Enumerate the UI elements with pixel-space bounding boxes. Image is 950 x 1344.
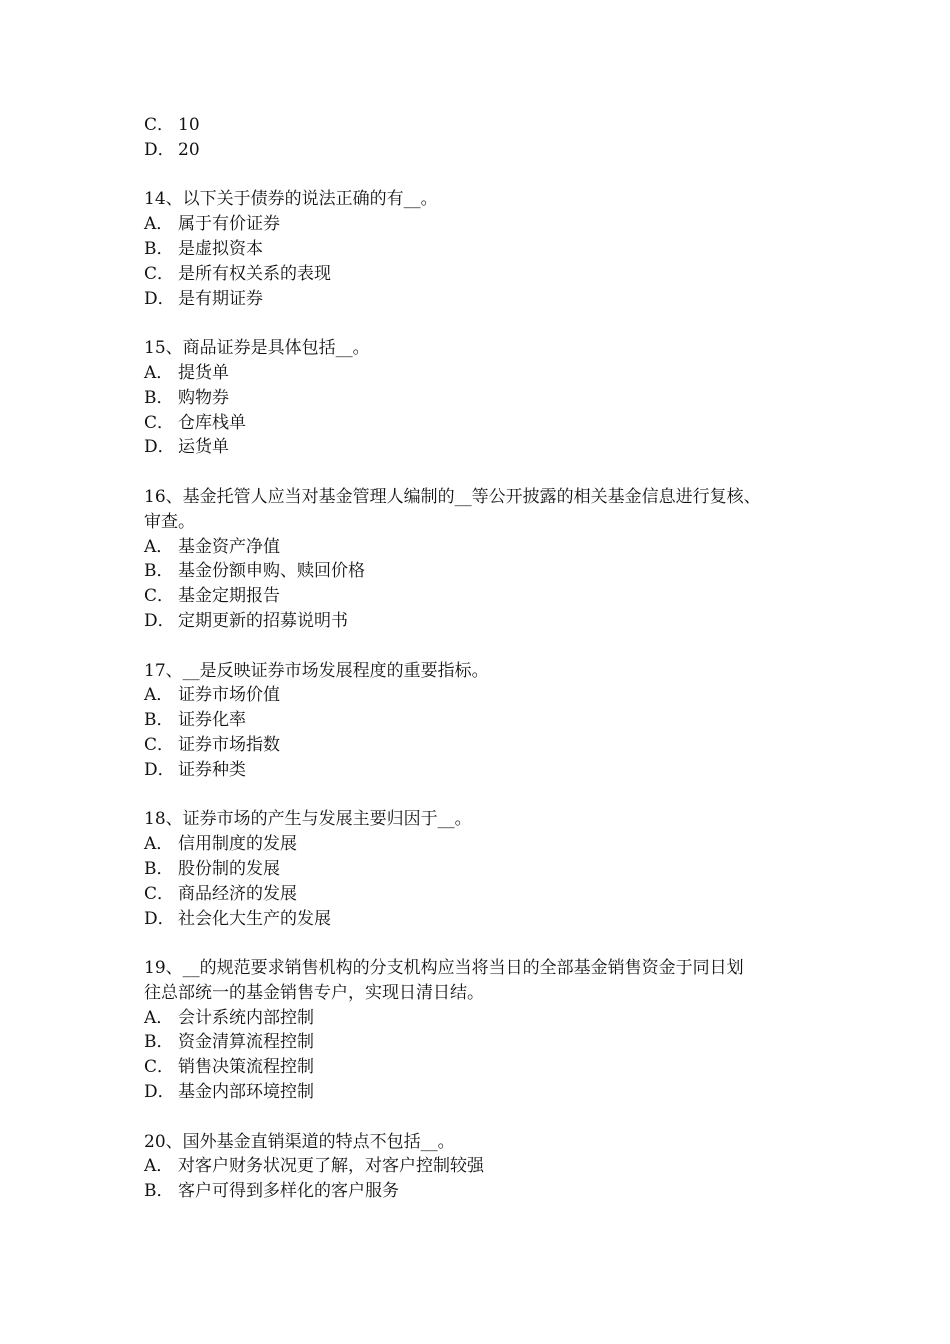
question-stem xyxy=(144,336,834,361)
option-line xyxy=(144,435,834,460)
option-letter: B． xyxy=(144,710,174,731)
option-line xyxy=(144,1055,834,1080)
question-stem-line: 审查。 xyxy=(144,511,195,532)
option-text: 是有期证券 xyxy=(178,288,263,309)
option-line xyxy=(144,361,834,386)
option-letter: D． xyxy=(144,288,175,309)
option-line xyxy=(144,584,834,609)
option-text: 提货单 xyxy=(178,362,229,383)
option-letter: C． xyxy=(144,412,175,433)
option-text: 仓库栈单 xyxy=(178,412,246,433)
option-letter: B． xyxy=(144,1032,174,1053)
option-line xyxy=(144,758,834,783)
question-stem-line: 15、商品证券是具体包括__。 xyxy=(144,338,370,359)
option-text: 信用制度的发展 xyxy=(178,834,297,855)
option-text: 对客户财务状况更了解，对客户控制较强 xyxy=(178,1156,484,1177)
question-stem-line: 18、证券市场的产生与发展主要归因于__。 xyxy=(144,809,472,830)
option-text: 属于有价证券 xyxy=(178,214,280,235)
question-stem xyxy=(144,659,834,684)
option-text: 基金资产净值 xyxy=(178,536,280,557)
option-text: 商品经济的发展 xyxy=(178,883,297,904)
question-list xyxy=(144,187,834,1204)
option-line xyxy=(144,287,834,312)
option-line xyxy=(144,609,834,634)
question-block xyxy=(144,187,834,311)
option-letter: B． xyxy=(144,1181,174,1202)
option-line xyxy=(144,559,834,584)
question-stem-line: 14、以下关于债券的说法正确的有__。 xyxy=(144,189,438,210)
question-block xyxy=(144,659,834,783)
option-letter: C． xyxy=(144,263,175,284)
option-text: 20 xyxy=(178,139,200,160)
option-text: 运货单 xyxy=(178,437,229,458)
option-text: 定期更新的招募说明书 xyxy=(178,610,348,631)
option-line xyxy=(144,733,834,758)
exam-content xyxy=(144,113,834,1204)
option-line xyxy=(144,832,834,857)
lead-options xyxy=(144,113,834,163)
option-line xyxy=(144,262,834,287)
option-letter: B． xyxy=(144,238,174,259)
option-line xyxy=(144,386,834,411)
question-stem xyxy=(144,807,834,832)
option-line xyxy=(144,907,834,932)
option-line xyxy=(144,1154,834,1179)
question-stem-line: 17、__是反映证券市场发展程度的重要指标。 xyxy=(144,660,489,681)
option-line xyxy=(144,683,834,708)
question-stem xyxy=(144,187,834,212)
question-block xyxy=(144,1130,834,1204)
option-letter: D． xyxy=(144,1082,175,1103)
option-letter: C． xyxy=(144,1057,175,1078)
option-letter: D． xyxy=(144,437,175,458)
option-line xyxy=(144,708,834,733)
option-line xyxy=(144,1006,834,1031)
option-letter: C． xyxy=(144,586,175,607)
option-text: 证券种类 xyxy=(178,759,246,780)
option-letter: A． xyxy=(144,834,174,855)
option-text: 基金内部环境控制 xyxy=(178,1082,314,1103)
question-stem-line: 19、__的规范要求销售机构的分支机构应当将当日的全部基金销售资金于同日划 xyxy=(144,958,744,979)
option-text: 社会化大生产的发展 xyxy=(178,908,331,929)
question-stem xyxy=(144,485,834,535)
option-letter: A． xyxy=(144,685,174,706)
question-stem-line: 16、基金托管人应当对基金管理人编制的__等公开披露的相关基金信息进行复核、 xyxy=(144,486,761,507)
option-line xyxy=(144,212,834,237)
option-letter: B． xyxy=(144,387,174,408)
question-stem-line: 往总部统一的基金销售专户，实现日清日结。 xyxy=(144,982,484,1003)
option-letter: D． xyxy=(144,759,175,780)
option-letter: C． xyxy=(144,734,175,755)
option-line xyxy=(144,857,834,882)
option-letter: D． xyxy=(144,908,175,929)
question-block xyxy=(144,807,834,931)
question-stem xyxy=(144,1130,834,1155)
question-block xyxy=(144,485,834,634)
option-text: 基金份额申购、赎回价格 xyxy=(178,561,365,582)
option-letter: C． xyxy=(144,115,175,135)
question-stem-line: 20、国外基金直销渠道的特点不包括__。 xyxy=(144,1131,455,1152)
option-letter: A． xyxy=(144,1007,174,1028)
option-text: 会计系统内部控制 xyxy=(178,1007,314,1028)
option-text: 是所有权关系的表现 xyxy=(178,263,331,284)
option-letter: C． xyxy=(144,883,175,904)
option-line xyxy=(144,138,834,163)
option-line xyxy=(144,411,834,436)
option-text: 基金定期报告 xyxy=(178,586,280,607)
option-line xyxy=(144,1080,834,1105)
option-letter: A． xyxy=(144,536,174,557)
option-text: 证券化率 xyxy=(178,710,246,731)
option-line xyxy=(144,882,834,907)
option-letter: A． xyxy=(144,1156,174,1177)
option-letter: A． xyxy=(144,214,174,235)
option-line xyxy=(144,1179,834,1204)
option-letter: B． xyxy=(144,561,174,582)
option-letter: B． xyxy=(144,858,174,879)
question-block xyxy=(144,336,834,460)
option-text: 证券市场指数 xyxy=(178,734,280,755)
question-stem xyxy=(144,956,834,1006)
question-block xyxy=(144,956,834,1105)
option-letter: A． xyxy=(144,362,174,383)
option-line xyxy=(144,1030,834,1055)
option-line xyxy=(144,535,834,560)
option-text: 销售决策流程控制 xyxy=(178,1057,314,1078)
option-text: 股份制的发展 xyxy=(178,858,280,879)
option-line xyxy=(144,237,834,262)
option-text: 购物券 xyxy=(178,387,229,408)
option-text: 证券市场价值 xyxy=(178,685,280,706)
option-letter: D． xyxy=(144,610,175,631)
option-text: 10 xyxy=(178,115,200,135)
option-text: 是虚拟资本 xyxy=(178,238,263,259)
option-line xyxy=(144,113,834,138)
option-text: 客户可得到多样化的客户服务 xyxy=(178,1181,399,1202)
option-text: 资金清算流程控制 xyxy=(178,1032,314,1053)
option-letter: D． xyxy=(144,139,175,160)
